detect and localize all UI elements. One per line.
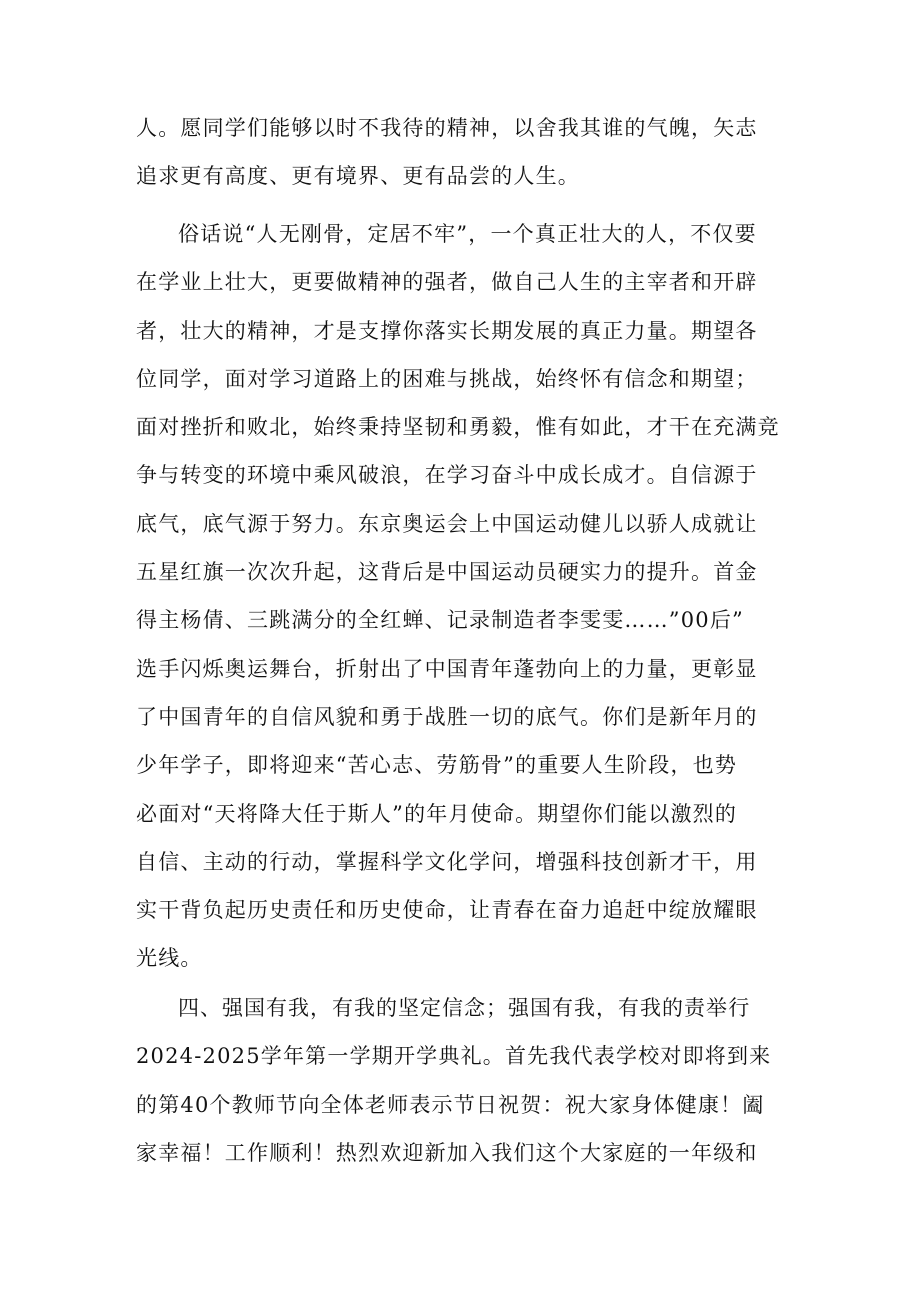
text-line: 自信、主动的行动，掌握科学文化学问，增强科技创新才干，用 (136, 849, 758, 874)
text-line: 争与转变的环境中乘风破浪，在学习奋斗中成长成才。自信源于 (136, 463, 758, 488)
text-line: 得主杨倩、三跳满分的全红蝉、记录制造者李雯雯……”00后” (136, 608, 744, 633)
text-line: 人。愿同学们能够以时不我待的精神，以舍我其谁的气魄，矢志 (136, 116, 758, 140)
section-heading-line (136, 984, 796, 1032)
text-line: 五星红旗一次次升起，这背后是中国运动员硬实力的提升。首金 (136, 560, 758, 585)
text-line: 了中国青年的自信风貌和勇于战胜一切的底气。你们是新年月的 (136, 704, 758, 729)
text-line: 追求更有高度、更有境界、更有品尝的人生。 (136, 164, 580, 189)
text-line: 位同学，面对学习道路上的困难与挑战，始终怀有信念和期望； (136, 366, 758, 391)
paragraph-section-four (136, 984, 796, 1177)
text-line: 少年学子，即将迎来“苦心志、劳筋骨”的重要人生阶段，也势 (136, 753, 738, 778)
paragraph-strong-spirit (136, 210, 796, 983)
text-line: 的第40个教师节向全体老师表示节日祝贺：祝大家身体健康！阖 (136, 1092, 765, 1117)
text-line: 面对挫折和败北，始终秉持坚韧和勇毅，惟有如此，才干在充满竞 (136, 415, 780, 440)
text-line: 家幸福！工作顺利！热烈欢迎新加入我们这个大家庭的一年级和 (136, 1140, 758, 1165)
text-line: 实干背负起历史责任和历史使命，让青春在奋力追赶中绽放耀眼 (136, 898, 758, 923)
text-line: 者，壮大的精神，才是支撑你落实长期发展的真正力量。期望各 (136, 318, 758, 343)
text-line: 光线。 (136, 946, 203, 971)
text-line: 在学业上壮大，更要做精神的强者，做自己人生的主宰者和开辟 (136, 270, 758, 295)
paragraph-closing-wish (136, 104, 796, 201)
text-line: 必面对“天将降大任于斯人”的年月使命。期望你们能以激烈的 (136, 801, 738, 826)
text-line: 选手闪烁奥运舞台，折射出了中国青年蓬勃向上的力量，更彰显 (136, 656, 758, 681)
heading-tail-text: 举行 (706, 996, 751, 1020)
section-heading: 四、强国有我，有我的坚定信念；强国有我，有我的责 (178, 996, 706, 1020)
text-line: 底气，底气源于努力。东京奥运会上中国运动健儿以骄人成就让 (136, 511, 758, 536)
text-line: 俗话说“人无刚骨，定居不牢”，一个真正壮大的人，不仅要 (178, 222, 757, 246)
text-line: 2024-2025学年第一学期开学典礼。首先我代表学校对即将到来 (136, 1044, 772, 1069)
